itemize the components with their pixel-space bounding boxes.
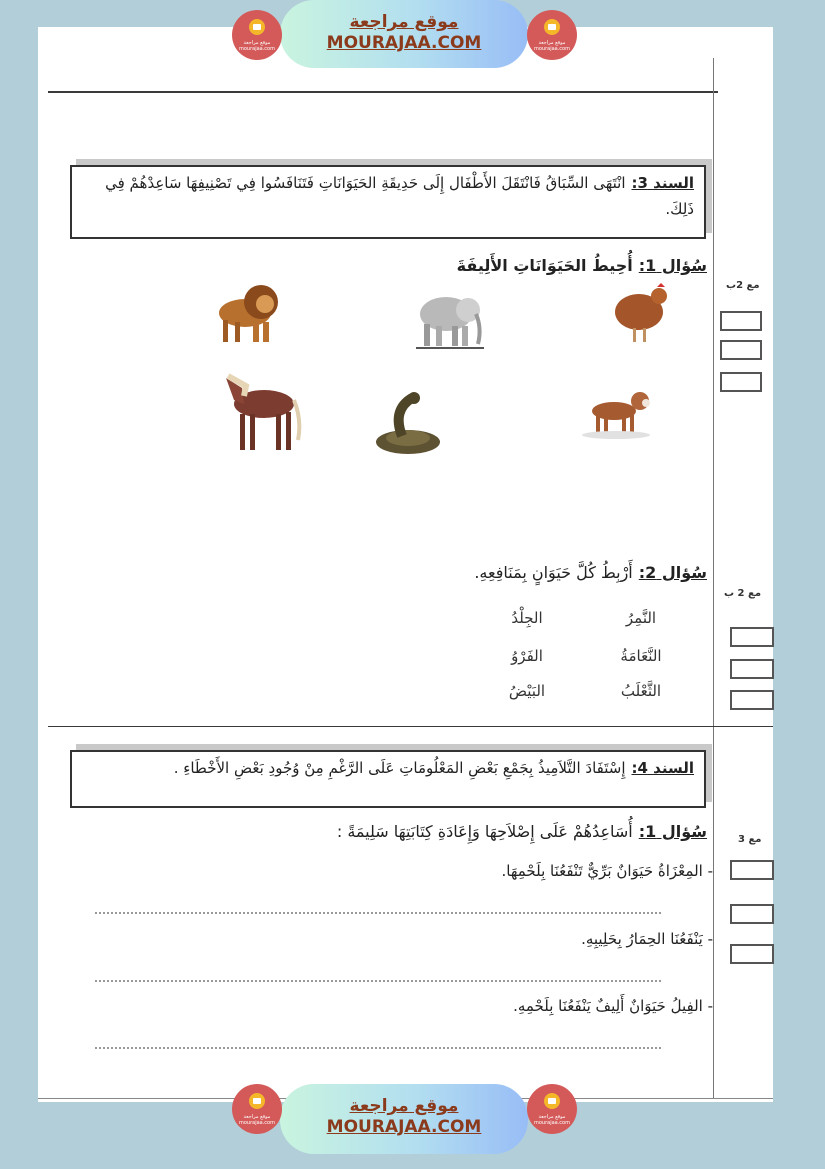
incorrect-sentence-1: - المِعْزَاةُ حَيَوَانٌ بَرِّيٌّ تَنْفَعُنَا بِلَحْمِهَا.: [501, 862, 713, 880]
answer-line-1[interactable]: [95, 912, 661, 914]
book-icon: [544, 19, 560, 35]
answer-line-3[interactable]: [95, 1047, 661, 1049]
lion-image[interactable]: [205, 278, 285, 348]
snake-image[interactable]: [372, 390, 448, 458]
q1-score-box-2[interactable]: [720, 340, 762, 360]
q3-text: أُسَاعِدُهُمْ عَلَى إِصْلاَحِهَا وَإِعَادَةِ كِتَابَتِهَا سَلِيمَةً :: [336, 822, 633, 841]
logo-caption-ar: موقع مراجعة: [243, 40, 271, 46]
q1-label: سُؤال 1:: [638, 256, 707, 275]
q3-title: [337, 822, 707, 841]
benefit-word-fur[interactable]: الفَرْوُ: [511, 647, 543, 665]
source-3-box: [70, 165, 706, 239]
q2-score-box-1[interactable]: [730, 627, 774, 647]
incorrect-sentence-2: - يَنْفَعُنَا الحِمَارُ بِحَلِيبِهِ.: [581, 930, 713, 948]
q1-title: [457, 256, 707, 275]
banner-site-name: MOURAJAA.COM: [326, 1117, 482, 1137]
q2-score-box-3[interactable]: [730, 690, 774, 710]
banner-arabic-title: موقع مراجعة: [349, 12, 459, 32]
q1-score-label: مع 2ب: [726, 280, 760, 291]
q2-score-label: مع 2 ب: [724, 588, 762, 599]
site-banner-bottom[interactable]: [280, 1084, 528, 1154]
banner-arabic-title: موقع مراجعة: [349, 1096, 459, 1116]
incorrect-sentence-3: - الفِيلُ حَيَوَانٌ أَلِيفٌ يَنْفَعُنَا بِلَحْمِهِ.: [513, 997, 713, 1015]
source-4-label: السند 4:: [631, 759, 694, 777]
logo-caption-en: mourajaa.com: [533, 46, 570, 52]
logo-caption-ar: موقع مراجعة: [538, 1114, 566, 1120]
benefit-word-eggs[interactable]: البَيْضُ: [508, 682, 546, 700]
site-banner-top[interactable]: [280, 0, 528, 68]
source-4-box: [70, 750, 706, 808]
q2-label: سُؤال 2:: [638, 563, 707, 582]
q1-score-box-3[interactable]: [720, 372, 762, 392]
section-divider: [48, 726, 773, 727]
site-logo-right: [527, 10, 577, 60]
book-icon: [544, 1093, 560, 1109]
hen-image[interactable]: [605, 282, 675, 348]
book-icon: [249, 19, 265, 35]
q2-title: [474, 563, 707, 582]
q3-label: سُؤال 1:: [638, 822, 707, 841]
q1-text: أُحِيطُ الحَيَوَانَاتِ الأَلِيفَةَ: [456, 256, 633, 275]
q3-score-box-2[interactable]: [730, 904, 774, 924]
source-4-text: إِسْتَفَادَ التَّلاَمِيذُ بِجَمْعِ بَعْضِ المَعْلُومَاتِ عَلَى الرَّغْمِ مِنْ وُجُودِ بَعْضِ الأَخْطَاءِ .: [173, 759, 626, 777]
header-rule: [48, 91, 718, 93]
margin-column-divider: [713, 58, 714, 1098]
logo-caption-ar: موقع مراجعة: [243, 1114, 271, 1120]
logo-caption-en: mourajaa.com: [533, 1120, 570, 1126]
q1-score-box-1[interactable]: [720, 311, 762, 331]
animal-word-tiger[interactable]: النَّمِرُ: [625, 609, 657, 627]
dog-image[interactable]: [578, 385, 658, 441]
logo-caption-en: mourajaa.com: [238, 46, 275, 52]
q3-score-label: مع 3: [738, 834, 762, 845]
elephant-image[interactable]: [412, 288, 488, 350]
horse-image[interactable]: [214, 370, 304, 456]
banner-site-name: MOURAJAA.COM: [326, 33, 482, 53]
q3-score-box-3[interactable]: [730, 944, 774, 964]
source-3-text: انْتَهَى السِّبَاقُ فَانْتَقَلَ الأَطْفَال إِلَى حَدِيقَةِ الحَيَوَانَاتِ فَتَنَافَسُوا فِي تَصْنِيفِهَا سَاعِدْهُمْ فِي ذَلِكَ.: [105, 174, 694, 218]
logo-caption-ar: موقع مراجعة: [538, 40, 566, 46]
source-3-label: السند 3:: [631, 174, 694, 192]
animal-word-fox[interactable]: الثَّعْلَبُ: [620, 682, 662, 700]
site-logo-left-bottom: [232, 1084, 282, 1134]
site-logo-right-bottom: [527, 1084, 577, 1134]
answer-line-2[interactable]: [95, 980, 661, 982]
logo-caption-en: mourajaa.com: [238, 1120, 275, 1126]
animal-word-ostrich[interactable]: النَّعَامَةُ: [620, 647, 662, 665]
q3-score-box-1[interactable]: [730, 860, 774, 880]
book-icon: [249, 1093, 265, 1109]
benefit-word-skin[interactable]: الجِلْدُ: [511, 609, 543, 627]
q2-score-box-2[interactable]: [730, 659, 774, 679]
site-logo-left: [232, 10, 282, 60]
q2-text: أَرْبِطُ كُلَّ حَيَوَانٍ بِمَنَافِعِهِ.: [474, 563, 633, 582]
